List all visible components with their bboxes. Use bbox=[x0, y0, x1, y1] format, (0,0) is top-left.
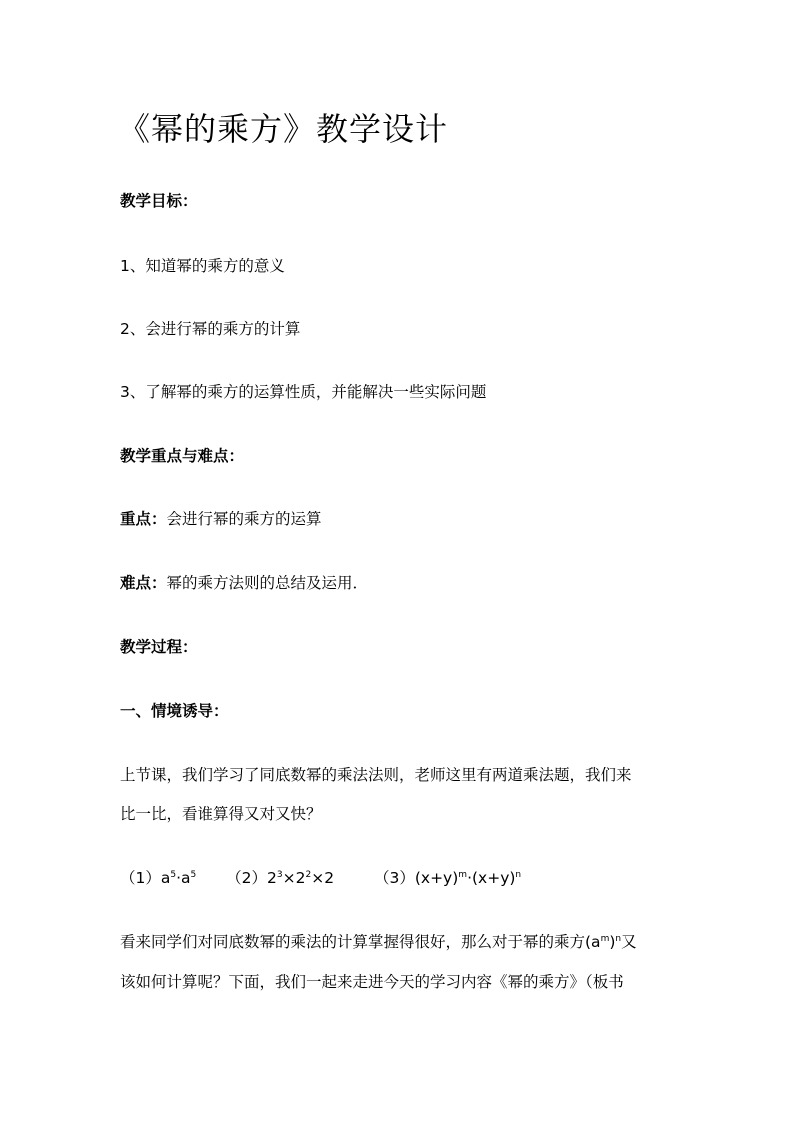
difficulty-point bbox=[120, 573, 368, 593]
difficulty-text: 幂的乘方法则的总结及运用． bbox=[166, 574, 369, 592]
intro-paragraph-line-2: 比一比，看谁算得又对又快？ bbox=[120, 805, 322, 823]
process-heading: 教学过程： bbox=[120, 638, 198, 656]
goal-item-2: 2、会进行幂的乘方的计算 bbox=[120, 320, 301, 338]
difficulty-label: 难点： bbox=[120, 574, 167, 592]
follow-paragraph-line-2: 该如何计算呢？下面，我们一起来走进今天的学习内容《幂的乘方》（板书 bbox=[120, 973, 624, 991]
problem-2: $(2)2^3\times 2^2\times 2$ bbox=[226, 869, 335, 887]
key-point-label: 重点： bbox=[120, 510, 167, 528]
goal-item-1: 1、知道幂的乘方的意义 bbox=[120, 257, 285, 275]
problem-1: $(1)a^5\cdot a^5$ bbox=[120, 869, 197, 887]
follow-paragraph-line-1: 看来同学们对同底数幂的乘法的计算掌握得很好，那么对于幂的乘方$(a^m)^n$又 bbox=[120, 933, 637, 951]
document-title: 《幂的乘方》教学设计 bbox=[118, 110, 449, 148]
section-1-heading: 一、情境诱导： bbox=[120, 702, 229, 720]
problem-3: $(3)(x+y)^m\cdot(x+y)^n$ bbox=[373, 869, 522, 887]
key-point bbox=[120, 509, 322, 529]
problems-line bbox=[120, 868, 521, 888]
goal-item-3: 3、了解幂的乘方的运算性质，并能解决一些实际问题 bbox=[120, 383, 487, 401]
key-point-text: 会进行幂的乘方的运算 bbox=[166, 510, 322, 528]
goals-heading: 教学目标： bbox=[120, 192, 198, 210]
key-difficulty-heading: 教学重点与难点： bbox=[120, 447, 245, 465]
intro-paragraph-line-1: 上节课，我们学习了同底数幂的乘法法则，老师这里有两道乘法题，我们来 bbox=[120, 766, 632, 784]
